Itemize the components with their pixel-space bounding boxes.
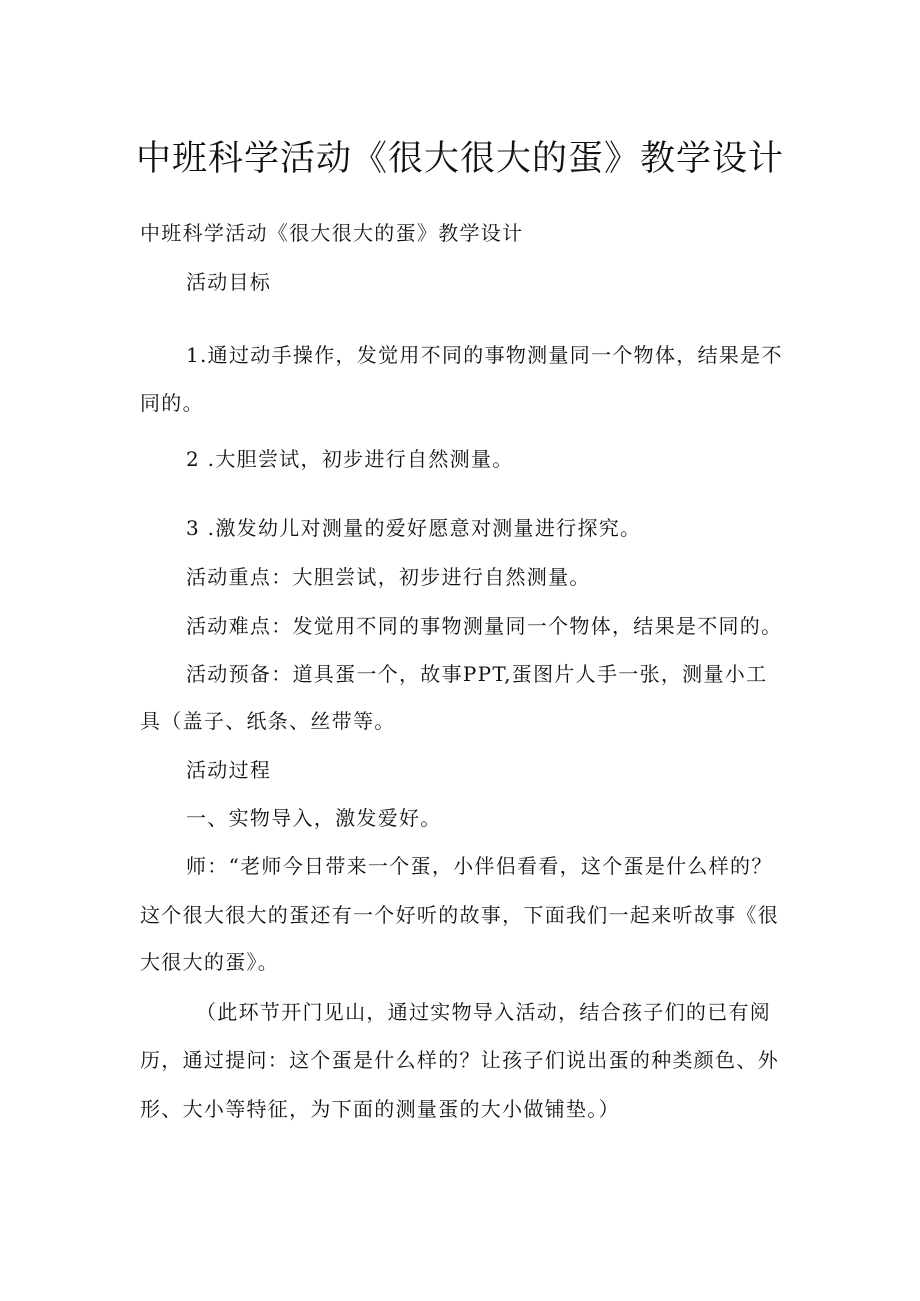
subtitle-line: 中班科学活动《很大很大的蛋》教学设计 (140, 221, 524, 245)
preparation-line-1: 活动预备：道具蛋一个，故事PPT,蛋图片人手一张，测量小工 (186, 662, 768, 686)
key-point: 活动重点：大胆尝试，初步进行自然测量。 (186, 565, 591, 589)
note-line-3: 形、大小等特征，为下面的测量蛋的大小做铺垫。） (140, 1097, 620, 1121)
section-heading-process: 活动过程 (186, 758, 272, 782)
note-line-2: 历，通过提问：这个蛋是什么样的？让孩子们说出蛋的种类颜色、外 (140, 1048, 779, 1072)
goal-2: 2 .大胆尝试，初步进行自然测量。 (186, 447, 514, 471)
goal-1-line-2: 同的。 (140, 391, 204, 415)
difficult-point: 活动难点：发觉用不同的事物测量同一个物体，结果是不同的。 (186, 614, 783, 638)
teacher-quote-line-2: 这个很大很大的蛋还有一个好听的故事，下面我们一起来听故事《很 (140, 903, 779, 927)
teacher-quote-line-3: 大很大的蛋》。 (140, 950, 280, 974)
note-line-1: （此环节开门见山，通过实物导入活动，结合孩子们的已有阅 (196, 1000, 772, 1024)
section-heading-goals: 活动目标 (186, 270, 272, 294)
preparation-line-2: 具（盖子、纸条、丝带等。 (140, 709, 396, 733)
goal-1-line-1: 1.通过动手操作，发觉用不同的事物测量同一个物体，结果是不 (186, 343, 783, 367)
document-title: 中班科学活动《很大很大的蛋》教学设计 (135, 139, 784, 179)
process-step-1: 一、实物导入，激发爱好。 (186, 806, 442, 830)
goal-3: 3 .激发幼儿对测量的爱好愿意对测量进行探究。 (186, 516, 642, 540)
teacher-quote-line-1: 师：“老师今日带来一个蛋，小伴侣看看，这个蛋是什么样的？ (186, 854, 773, 878)
